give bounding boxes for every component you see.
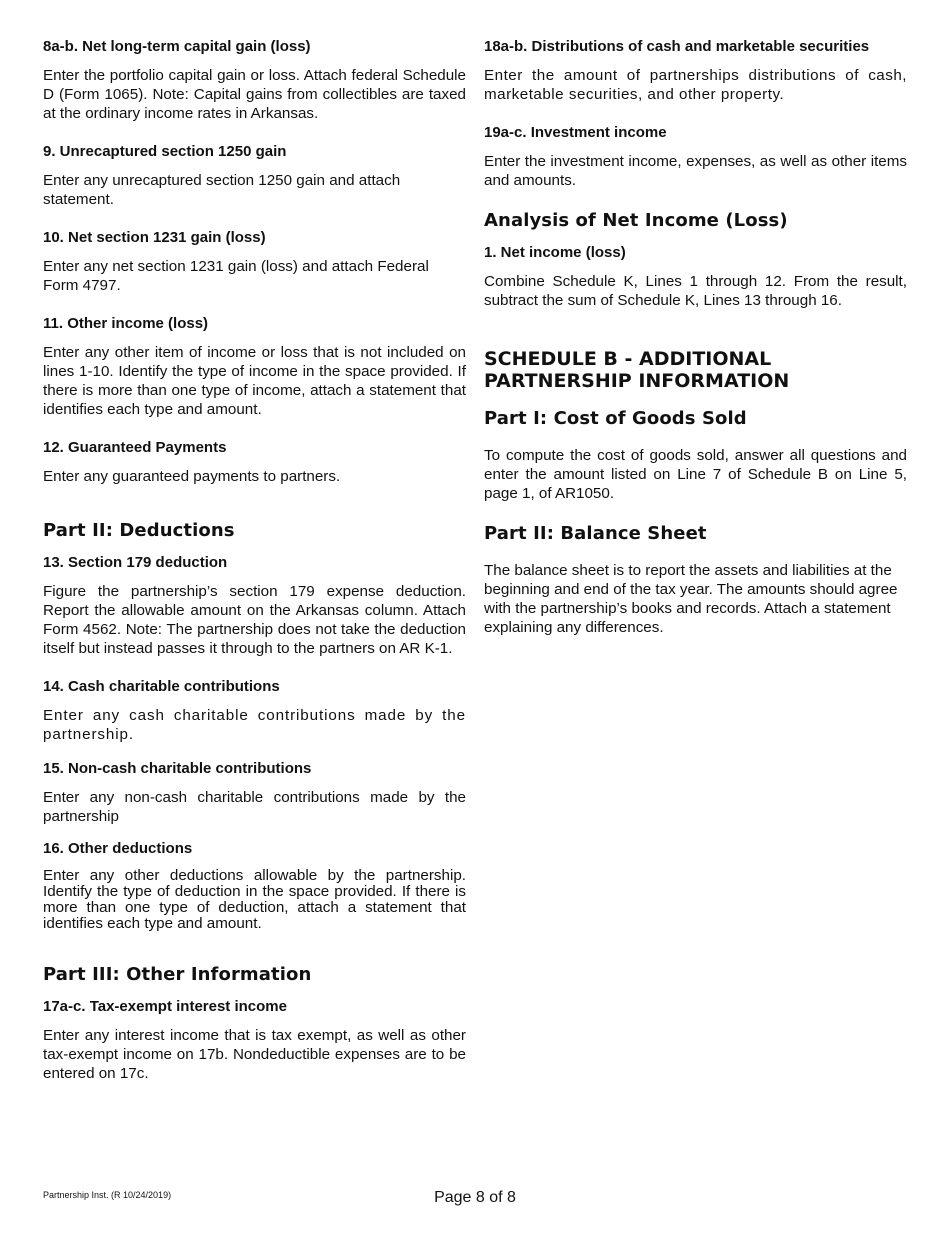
section-heading: 14. Cash charitable contributions — [43, 678, 280, 695]
section-heading: 12. Guaranteed Payments — [43, 439, 227, 456]
section-8a-b — [43, 38, 466, 123]
part-ii-balance-sheet-heading: Part II: Balance Sheet — [484, 523, 707, 544]
section-text: Enter any unrecaptured section 1250 gain and attach statement. — [43, 172, 401, 208]
form-revision-id: Partnership Inst. (R 10/24/2019) — [43, 1190, 172, 1200]
section-heading: 18a-b. Distributions of cash and marketable securities — [484, 38, 870, 55]
section-15 — [43, 760, 466, 826]
section-heading: 1. Net income (loss) — [484, 244, 626, 261]
section-text: Figure the partnership’s section 179 expense deduction. Report the allowable amount on the Arkansas column. Attach Form 4562. Note: The partnership does not take the deduction itself but instead passes it through to the partners on AR K-1. — [43, 583, 466, 657]
section-heading: 11. Other income (loss) — [43, 315, 209, 332]
section-text: Combine Schedule K, Lines 1 through 12. From the result, subtract the sum of Schedule K, Lines 13 through 16. — [484, 273, 907, 309]
section-17a-c — [43, 998, 466, 1083]
section-heading: 10. Net section 1231 gain (loss) — [43, 229, 266, 246]
section-12 — [43, 439, 466, 486]
section-text: Enter any other deductions allowable by the partnership. Identify the type of deduction in the space provided. If there is more than one type of deduction, attach a statement that identifies each type and amount. — [43, 867, 466, 932]
cost-of-goods-sold-text: To compute the cost of goods sold, answer all questions and enter the amount listed on Line 7 of Schedule B on Line 5, page 1, of AR1050. — [484, 447, 907, 502]
section-16 — [43, 840, 466, 932]
section-9 — [43, 143, 466, 209]
part-ii-deductions-heading: Part II: Deductions — [43, 520, 235, 541]
right-column — [484, 38, 907, 657]
section-19a-c — [484, 124, 907, 190]
section-18a-b — [484, 38, 907, 104]
balance-sheet-text: The balance sheet is to report the assets and liabilities at the beginning and end of the tax year. The amounts should agree with the partnership’s books and records. Attach a statement explaining any differences. — [484, 562, 898, 636]
section-text: Enter any guaranteed payments to partners. — [43, 468, 341, 485]
left-column — [43, 38, 466, 1103]
section-text: Enter any interest income that is tax exempt, as well as other tax-exempt income on 17b. Nondeductible expenses are to be entered on 17c. — [43, 1027, 466, 1082]
analysis-net-income-heading: Analysis of Net Income (Loss) — [484, 210, 788, 231]
section-text: Enter any net section 1231 gain (loss) and attach Federal Form 4797. — [43, 258, 429, 294]
section-heading: 13. Section 179 deduction — [43, 554, 228, 571]
section-heading: 19a-c. Investment income — [484, 124, 667, 141]
part-i-cost-of-goods-sold-heading: Part I: Cost of Goods Sold — [484, 408, 747, 429]
section-text: Enter the amount of partnerships distributions of cash, marketable securities, and other property. — [484, 67, 907, 103]
section-net-income — [484, 244, 907, 310]
section-text: Enter any cash charitable contributions made by the partnership. — [43, 707, 466, 743]
page-number: Page 8 of 8 — [434, 1189, 516, 1206]
section-text: Enter the portfolio capital gain or loss. Attach federal Schedule D (Form 1065). Note: Capital gains from collectibles are taxed at the ordinary income rates in Arkansas. — [43, 67, 466, 122]
section-heading: 15. Non-cash charitable contributions — [43, 760, 312, 777]
section-heading: 9. Unrecaptured section 1250 gain — [43, 143, 287, 160]
section-10 — [43, 229, 466, 295]
section-14 — [43, 678, 466, 744]
section-heading: 8a-b. Net long-term capital gain (loss) — [43, 38, 311, 55]
section-heading: 17a-c. Tax-exempt interest income — [43, 998, 287, 1015]
part-iii-other-information-heading: Part III: Other Information — [43, 964, 312, 985]
section-13 — [43, 554, 466, 658]
schedule-b-heading: SCHEDULE B - ADDITIONAL PARTNERSHIP INFORMATION — [484, 348, 790, 392]
section-text: Enter any other item of income or loss that is not included on lines 1-10. Identify the type of income in the space provided. If there is more than one type of income, attach a statement that identifies each type and amount. — [43, 344, 466, 418]
section-text: Enter the investment income, expenses, as well as other items and amounts. — [484, 153, 907, 189]
section-11 — [43, 315, 466, 419]
section-text: Enter any non-cash charitable contributions made by the partnership — [43, 789, 466, 825]
section-heading: 16. Other deductions — [43, 840, 193, 857]
